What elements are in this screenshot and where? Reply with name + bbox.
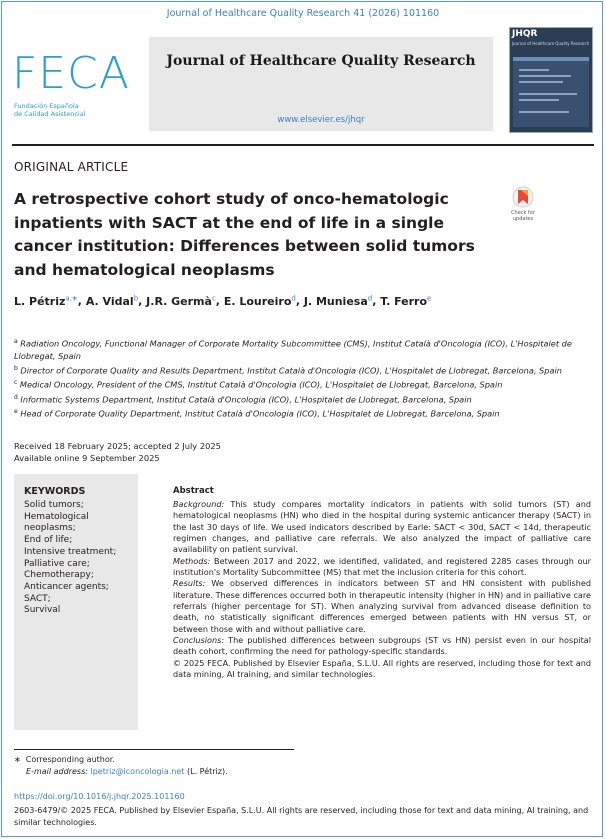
email-link[interactable]: lpetriz@iconcologia.net	[90, 767, 185, 776]
article-type: ORIGINAL ARTICLE	[14, 160, 129, 174]
publisher-sub-line2: de Calidad Asistencial	[14, 110, 86, 118]
received-date: Received 18 February 2025; accepted 2 July 2025	[14, 441, 221, 451]
abstract-copyright: © 2025 FECA. Published by Elsevier España, S.L.U. All rights are reserved, including those for text and data mining, AI training, and similar technologies.	[173, 657, 591, 680]
abstract-conclusions: Conclusions: The published differences between subgroups (ST vs HN) persist even in our hospital death cohort, confirming the need for pathology-specific standards.	[173, 635, 591, 657]
keyword: Chemotherapy;	[24, 570, 94, 581]
author[interactable]: J. Muniesa$^d$	[303, 294, 373, 308]
keyword: SACT;	[24, 593, 51, 604]
journal-url[interactable]: www.elsevier.es/jhqr	[277, 115, 365, 125]
author[interactable]: A. Vidal$^b$	[85, 294, 139, 308]
keyword: Hematological	[24, 511, 89, 522]
abstract-methods: Methods: Between 2017 and 2022, we identified, validated, and registered 2285 cases through our institution's Mortality Subcommittee (MS) that met the inclusion criteria for this cohort.	[173, 555, 591, 578]
keywords-list	[24, 500, 134, 617]
footnotes	[14, 754, 228, 778]
publisher-logo: FECA	[12, 48, 130, 99]
affiliation: $^a$ Radiation Oncology, Functional Manager of Corporate Mortality Subcommittee (CMS), Institut Català d'Oncologia (ICO), L'Hospitalet de Llobregat, Spain	[14, 338, 572, 361]
article-dates	[14, 441, 221, 464]
keyword: Intensive treatment;	[24, 546, 117, 557]
author[interactable]: J.R. Germà$^c$	[146, 294, 216, 308]
available-date: Available online 9 September 2025	[14, 452, 160, 463]
keyword: Palliative care;	[24, 558, 90, 569]
keyword: End of life;	[24, 535, 73, 546]
bookmark-icon	[506, 186, 540, 210]
corresponding-author-note: ∗ Corresponding author.	[14, 755, 115, 764]
footer-copyright: 2603-6479/© 2025 FECA. Published by Elsevier España, S.L.U. All rights are reserved, including those for text and data mining, AI training, and similar technologies.	[14, 806, 589, 827]
article-title: A retrospective cohort study of onco-hematologic inpatients with SACT at the end of life in a single cancer institution: Differences between solid tumors and hematological neoplasms	[14, 190, 475, 279]
check-for-updates-label[interactable]: Check for updates	[511, 210, 535, 222]
affiliation: $^d$ Informatic Systems Department, Institut Català d'Oncologia (ICO), L'Hospitalet de Llobregat, Barcelona, Spain	[14, 393, 472, 405]
author[interactable]: E. Loureiro$^d$	[223, 294, 296, 308]
journal-title: Journal of Healthcare Quality Research	[166, 53, 476, 69]
author-list: L. Pétriz$^{a,∗}$, A. Vidal$^b$, J.R. Germà$^c$, E. Loureiro$^d$, J. Muniesa$^d$, T. Ferro$^e$	[14, 294, 432, 308]
keyword: Anticancer agents;	[24, 581, 109, 592]
cover-title: JHQR	[512, 29, 538, 39]
abstract-background: Background: This study compares mortality indicators in patients with solid tumors (ST) and hematological neoplasms (HN) who died in the hospital during systemic anticancer therapy (SACT) in the last 30 days of life. We used indicators described by Earle: SACT < 30d, SACT < 14d, therapeutic regimen changes, and palliative care referrals. We also analyzed the impact of palliative care availability on patient survival.	[173, 499, 591, 555]
abstract-body	[173, 499, 591, 681]
keyword: Survival	[24, 605, 61, 616]
affiliation: $^c$ Medical Oncology, President of the CMS, Institut Català d'Oncologia (ICO), L'Hospitalet de Llobregat, Barcelona, Spain	[14, 379, 503, 390]
author[interactable]: L. Pétriz$^{a,∗}$	[14, 294, 78, 308]
publisher-sub-line1: Fundación Española	[14, 102, 79, 110]
journal-citation[interactable]: Journal of Healthcare Quality Research 41 (2026) 101160	[166, 8, 440, 19]
footnote-rule	[14, 749, 294, 750]
abstract-results: Results: We observed differences in indicators between ST and HN consistent with published literature. These differences occurred both in therapeutic intensity (higher in HN) and in palliative care referrals (higher percentage for ST). When analyzing survival from advanced disease definition to death, no statistically significant differences emerged between patients with HN versus ST, or between those with and without palliative care.	[173, 578, 591, 634]
doi-link[interactable]: https://doi.org/10.1016/j.jhqr.2025.101160	[14, 792, 185, 801]
abstract-heading: Abstract	[173, 486, 214, 496]
author[interactable]: T. Ferro$^e$	[380, 294, 432, 308]
keywords-heading: KEYWORDS	[24, 486, 86, 497]
header-rule	[12, 144, 594, 146]
keyword: neoplasms;	[24, 523, 76, 534]
publisher-logo-subtitle	[14, 102, 86, 118]
affiliations	[14, 336, 590, 421]
affiliation: $^e$ Head of Corporate Quality Department, Institut Català d'Oncologia (ICO), L'Hospitalet de Llobregat, Barcelona, Spain	[14, 408, 500, 420]
email-note: E-mail address: lpetriz@iconcologia.net (L. Pétriz).	[26, 767, 228, 776]
affiliation: $^b$ Director of Corporate Quality and Results Department, Institut Català d'Oncologia (ICO), L'Hospitalet de Llobregat, Barcelona, Spain	[14, 364, 562, 376]
keyword: Solid tumors;	[24, 500, 84, 510]
cover-subtitle: Journal of Healthcare Quality Research	[512, 41, 590, 46]
